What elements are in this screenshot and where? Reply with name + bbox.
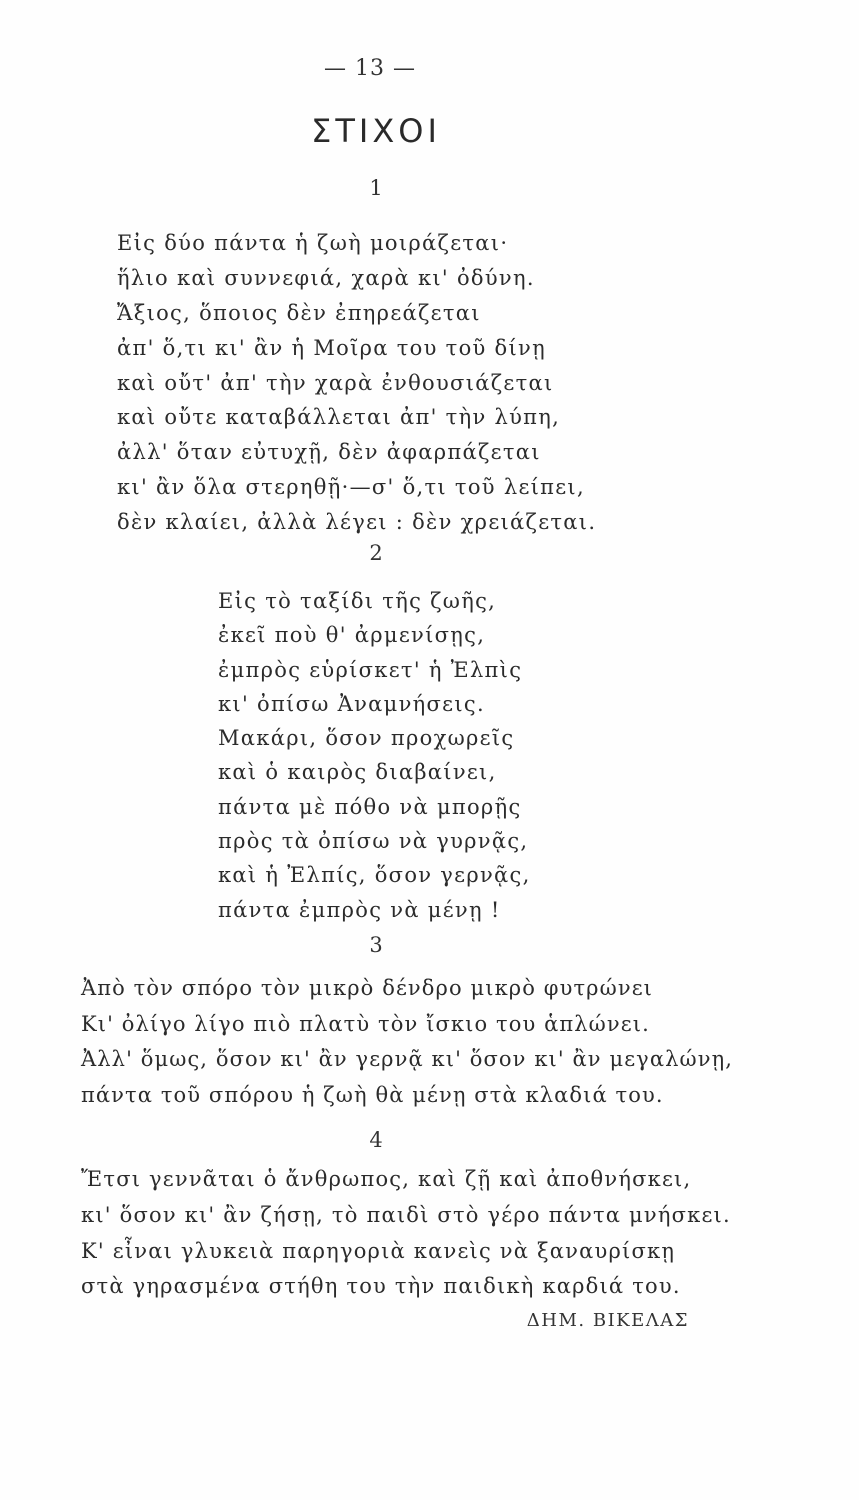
poem-line: Ἀπὸ τὸν σπόρο τὸν μικρὸ δένδρο μικρὸ φυτρώνει (81, 976, 654, 1000)
poem-line: καὶ ἡ Ἐλπίς, ὅσον γερνᾷς, (218, 863, 531, 888)
poem-1-number: 1 (369, 176, 383, 200)
poem-line: πάντα τοῦ σπόρου ἡ ζωὴ θὰ μένῃ στὰ κλαδιά του. (81, 1082, 664, 1107)
poem-line: ἀπ' ὅ,τι κι' ἂν ἡ Μοῖρα του τοῦ δίνῃ (117, 335, 546, 360)
poem-line: κι' ὅσον κι' ἂν ζήσῃ, τὸ παιδὶ στὸ γέρο πάντα μνήσκει. (81, 1202, 731, 1227)
poem-line: πρὸς τὰ ὀπίσω νὰ γυρνᾷς, (218, 829, 529, 854)
poem-line: ἀλλ' ὅταν εὐτυχῇ, δὲν ἀφαρπάζεται (117, 440, 541, 465)
poem-line: κι' ὀπίσω Ἀναμνήσεις. (218, 691, 485, 716)
page-title: ΣΤΙΧΟΙ (311, 112, 441, 150)
poem-line: στὰ γηρασμένα στήθη του τὴν παιδικὴ καρδιά του. (81, 1274, 681, 1299)
poem-line: Ἔτσι γεννᾶται ὁ ἄνθρωπος, καὶ ζῇ καὶ ἀποθνήσκει, (81, 1167, 692, 1191)
poem-line: Ἄξιος, ὅποιος δὲν ἐπηρεάζεται (117, 300, 481, 325)
poem-line: κι' ἂν ὅλα στερηθῇ·—σ' ὅ,τι τοῦ λείπει, (117, 475, 585, 500)
poem-line: Κι' ὀλίγο λίγο πιὸ πλατὺ τὸν ἴσκιο του ἁπλώνει. (81, 1011, 650, 1036)
poem-2-stanza (218, 584, 531, 927)
poem-line: Μακάρι, ὅσον προχωρεῖς (218, 726, 515, 751)
poem-line: Εἰς δύο πάντα ἡ ζωὴ μοιράζεται· (117, 231, 509, 255)
poem-line: καὶ οὔτ' ἀπ' τὴν χαρὰ ἐνθουσιάζεται (117, 370, 554, 395)
poem-line: ἐμπρὸς εὑρίσκετ' ἡ Ἐλπὶς (218, 657, 523, 682)
poem-3-stanza (81, 971, 733, 1113)
poem-line: ἐκεῖ ποὺ θ' ἀρμενίσῃς, (218, 623, 486, 648)
poem-line: πάντα ἐμπρὸς νὰ μένῃ ! (218, 897, 501, 922)
poem-line: καὶ οὔτε καταβάλλεται ἀπ' τὴν λύπη, (117, 405, 561, 430)
poem-3-number: 3 (369, 933, 383, 957)
page-number: — 13 — (324, 56, 416, 81)
poem-line: πάντα μὲ πόθο νὰ μπορῇς (218, 794, 522, 819)
poem-4-number: 4 (369, 1128, 383, 1152)
poem-line: Εἰς τὸ ταξίδι τῆς ζωῆς, (218, 589, 497, 613)
poem-1-stanza (117, 226, 596, 540)
poem-line: Κ' εἶναι γλυκειὰ παρηγοριὰ κανεὶς νὰ ξαναυρίσκῃ (81, 1238, 676, 1263)
poem-line: δὲν κλαίει, ἀλλὰ λέγει : δὲν χρειάζεται. (117, 510, 597, 535)
poem-line: ἥλιο καὶ συννεφιά, χαρὰ κι' ὀδύνη. (117, 265, 535, 290)
poem-2-number: 2 (369, 541, 383, 565)
poem-line: Ἀλλ' ὅμως, ὅσον κι' ἂν γερνᾷ κι' ὅσον κι' ἂν μεγαλώνῃ, (81, 1047, 734, 1072)
poem-4-stanza (81, 1162, 731, 1305)
poem-line: καὶ ὁ καιρὸς διαβαίνει, (218, 760, 497, 785)
author-signature: ΔΗΜ. ΒΙΚΕΛΑΣ (526, 1310, 689, 1331)
